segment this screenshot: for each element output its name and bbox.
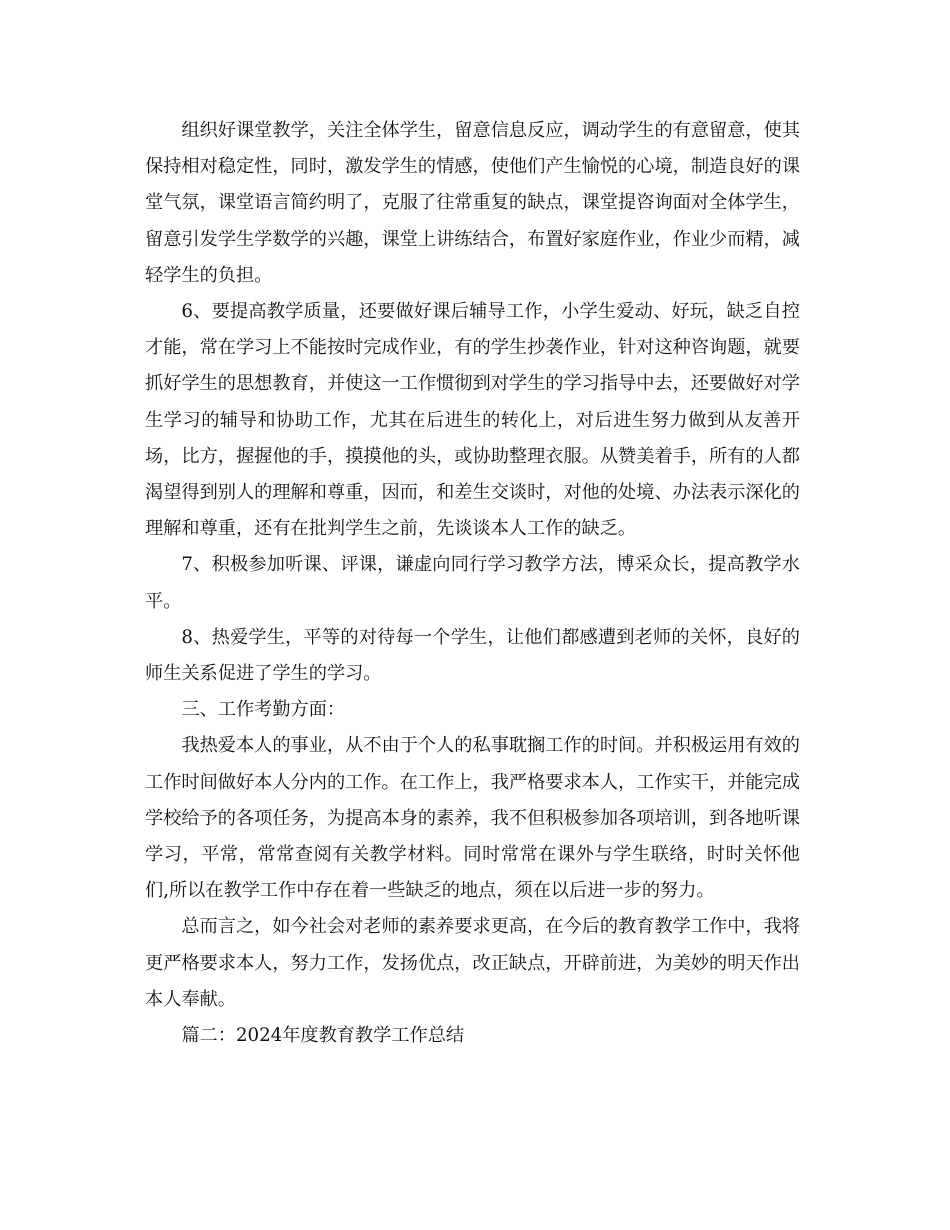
section-heading-attendance: 三、工作考勤方面： bbox=[181, 699, 346, 721]
paragraph-item-8-love-students: 8、热爱学生，平等的对待每一个学生，让他们都感遭到老师的关怀，良好的师生关系促进了学生的学习。 bbox=[145, 626, 800, 685]
paragraph-conclusion: 总而言之，如今社会对老师的素养要求更高，在今后的教育教学工作中，我将更严格要求本人，努力工作，发扬优点，改正缺点，开辟前进，为美妙的明天作出本人奉献。 bbox=[145, 916, 800, 1010]
article-two-title: 篇二：2024年度教育教学工作总结 bbox=[181, 1025, 465, 1047]
paragraph-attendance: 我热爱本人的事业，从不由于个人的私事耽搁工作的时间。并积极运用有效的工作时间做好本人分内的工作。在工作上，我严格要求本人，工作实干，并能完成学校给予的各项任务，为提高本身的素养，我不但积极参加各项培训，到各地听课学习，平常，常常查阅有关教学材料。同时常常在课外与学生联络，时时关怀他们,所以在教学工作中存在着一些缺乏的地点，须在以后进一步的努力。 bbox=[145, 735, 800, 902]
paragraph-classroom-teaching: 组织好课堂教学，关注全体学生，留意信息反应，调动学生的有意留意，使其保持相对稳定性，同时，激发学生的情感，使他们产生愉悦的心境，制造良好的课堂气氛，课堂语言简约明了，克服了往常重复的缺点，课堂提咨询面对全体学生，留意引发学生学数学的兴趣，课堂上讲练结合，布置好家庭作业，作业少而精，减轻学生的负担。 bbox=[145, 120, 800, 286]
document-body bbox=[145, 113, 800, 1054]
paragraph-item-7-lesson-observation: 7、积极参加听课、评课，谦虚向同行学习教学方法，博采众长，提高教学水平。 bbox=[145, 554, 800, 612]
paragraph-item-6-tutoring: 6、要提高教学质量，还要做好课后辅导工作，小学生爱动、好玩，缺乏自控才能，常在学习上不能按时完成作业，有的学生抄袭作业，针对这种咨询题，就要抓好学生的思想教育，并使这一工作惯彻到对学生的学习指导中去，还要做好对学生学习的辅导和协助工作，尤其在后进生的转化上，对后进生努力做到从友善开场，比方，握握他的手，摸摸他的头，或协助整理衣服。从赞美着手，所有的人都渴望得到别人的理解和尊重，因而，和差生交谈时，对他的处境、办法表示深化的理解和尊重，还有在批判学生之前，先谈谈本人工作的缺乏。 bbox=[145, 301, 800, 540]
